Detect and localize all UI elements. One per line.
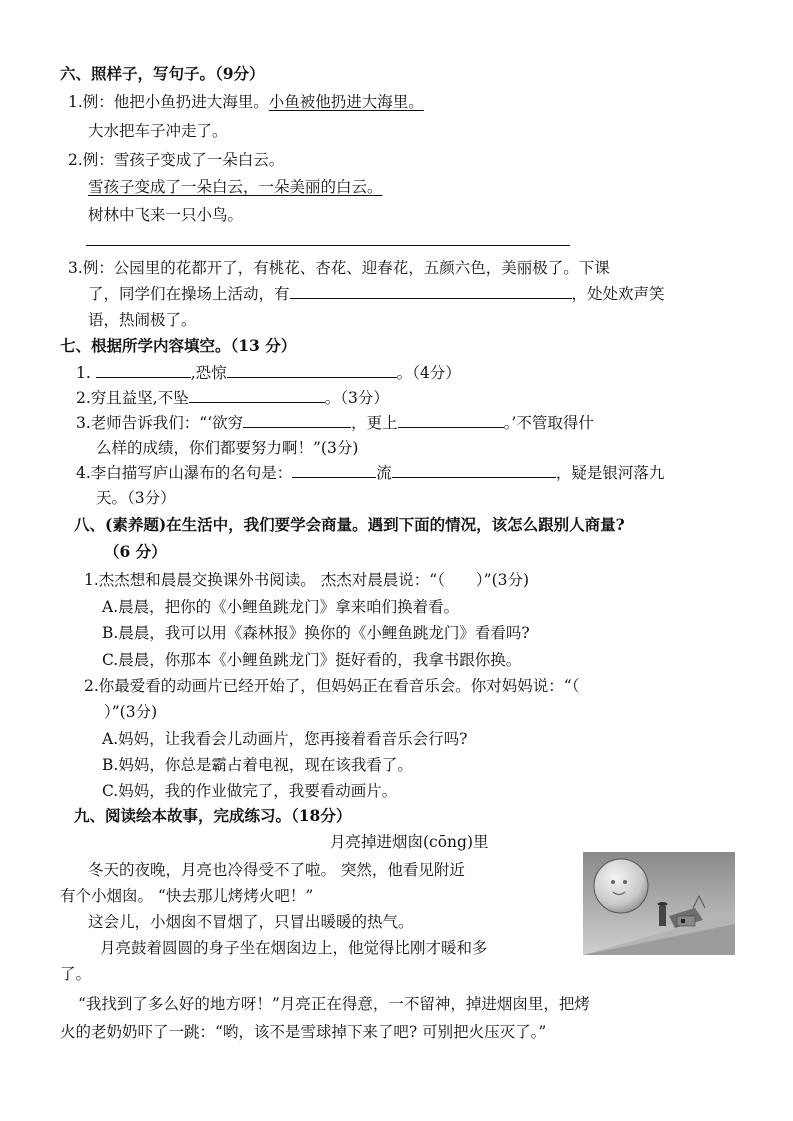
- q8-2-option-b[interactable]: B.妈妈，你总是霸占着电视，现在该我看了。: [102, 756, 413, 774]
- q7-3-line-b: 么样的成绩，你们都要努力啊！”(3分): [96, 439, 359, 457]
- section-9-title: 九、阅读绘本故事，完成练习。（18分）: [74, 806, 352, 825]
- q7-1-mid: ,恐惊: [190, 364, 227, 382]
- q7-3-text: 3.老师告诉我们：“‘欲穷: [76, 414, 244, 432]
- q8-2-option-a[interactable]: A.妈妈，让我看会儿动画片，您再接着看音乐会行吗?: [102, 730, 468, 748]
- q8-2-option-c[interactable]: C.妈妈，我的作业做完了，我要看动画片。: [102, 782, 398, 800]
- q8-2-line-b: ）”(3分): [104, 703, 158, 721]
- q6-1-example-answer: 小鱼被他扔进大海里。: [268, 93, 424, 111]
- story-title: 月亮掉进烟囱(cōng)里: [330, 833, 489, 851]
- section-6-title: 六、照样子，写句子。（9分）: [60, 64, 265, 83]
- q7-1-end: 。（4分）: [396, 364, 461, 382]
- q7-4-end: ，疑是银河落九: [555, 464, 665, 482]
- q8-2-line-a: 2.你最爱看的动画片已经开始了，但妈妈正在看音乐会。你对妈妈说：“（: [84, 677, 580, 695]
- q7-3-mid: ，更上: [351, 414, 398, 432]
- q6-2-answer-line[interactable]: [86, 245, 570, 246]
- q6-1-task: 大水把车子冲走了。: [88, 122, 228, 140]
- q6-2-example: 2.例：雪孩子变成了一朵白云。: [68, 151, 285, 169]
- story-p3-b: 了。: [60, 965, 92, 983]
- q8-1-option-c[interactable]: C.晨晨，你那本《小鲤鱼跳龙门》挺好看的，我拿书跟你换。: [102, 651, 522, 669]
- q6-1-example: [68, 92, 424, 112]
- q6-2-example-answer: 雪孩子变成了一朵白云，一朵美丽的白云。: [88, 178, 383, 196]
- q6-1-example-text: 1.例：他把小鱼扔进大海里。: [68, 93, 269, 111]
- story-p1-a: 冬天的夜晚，月亮也冷得受不了啦。 突然，他看见附近: [88, 861, 465, 879]
- q7-2-text: 2.穷且益坚,不坠: [76, 389, 189, 407]
- q6-3-text-b2: ，处处欢声笑: [571, 285, 665, 303]
- section-7-title: 七、根据所学内容填空。（13 分）: [60, 336, 297, 355]
- q7-4-blank-a[interactable]: [292, 463, 376, 478]
- q6-3-line-b: [88, 284, 665, 304]
- q7-2: [76, 388, 389, 408]
- q7-1-blank-b[interactable]: [227, 363, 397, 378]
- story-p4-b: 火的老奶奶吓了一跳：“哟，该不是雪球掉下来了吧? 可别把火压灭了。”: [60, 1023, 547, 1041]
- q7-3-blank-a[interactable]: [243, 413, 351, 428]
- q7-1: [76, 363, 461, 383]
- section-8-score: （6 分）: [104, 542, 167, 561]
- q7-4-mid: 流: [376, 464, 392, 482]
- q6-3-line-a: 3.例：公园里的花都开了，有桃花、杏花、迎春花，五颜六色，美丽极了。下课: [68, 259, 610, 277]
- story-p2: 这会儿，小烟囱不冒烟了，只冒出暖暖的热气。: [88, 913, 414, 931]
- q7-3-blank-b[interactable]: [398, 413, 504, 428]
- q6-3-text-b1: 了，同学们在操场上活动，有: [88, 285, 290, 303]
- q7-2-end: 。（3分）: [324, 389, 389, 407]
- q8-1-option-a[interactable]: A.晨晨，把你的《小鲤鱼跳龙门》拿来咱们换着看。: [102, 598, 460, 616]
- q7-4-line-b: 天。（3分）: [96, 489, 176, 507]
- story-p1-b: 有个小烟囱。 “快去那儿烤烤火吧！”: [60, 887, 314, 905]
- q7-1-blank-a[interactable]: [96, 363, 191, 378]
- q7-2-blank[interactable]: [189, 388, 325, 403]
- story-p4-a: “我找到了多么好的地方呀！”月亮正在得意，一不留神，掉进烟囱里，把烤: [78, 995, 590, 1013]
- q6-2-task: 树林中飞来一只小鸟。: [88, 206, 244, 224]
- q7-1-num: 1.: [76, 364, 91, 382]
- q6-3-line-c: 语，热闹极了。: [88, 311, 197, 329]
- q7-4-line-a: [76, 463, 664, 483]
- section-8-title: 八、(素养题)在生活中，我们要学会商量。遇到下面的情况，该怎么跟别人商量?: [74, 515, 625, 534]
- q7-3-line-a: [76, 413, 594, 433]
- q6-3-blank[interactable]: [290, 284, 572, 299]
- moon-chimney-illustration-icon: [583, 852, 735, 955]
- q7-4-text: 4.李白描写庐山瀑布的名句是：: [76, 464, 293, 482]
- q8-1: 1.杰杰想和晨晨交换课外书阅读。 杰杰对晨晨说：“（ ）”(3分): [84, 571, 530, 589]
- story-p3-a: 月亮鼓着圆圆的身子坐在烟囱边上，他觉得比刚才暖和多: [100, 939, 488, 957]
- q7-3-end: 。’不管取得什: [503, 414, 594, 432]
- q7-4-blank-b[interactable]: [392, 463, 556, 478]
- q8-1-option-b[interactable]: B.晨晨，我可以用《森林报》换你的《小鲤鱼跳龙门》看看吗?: [102, 624, 530, 642]
